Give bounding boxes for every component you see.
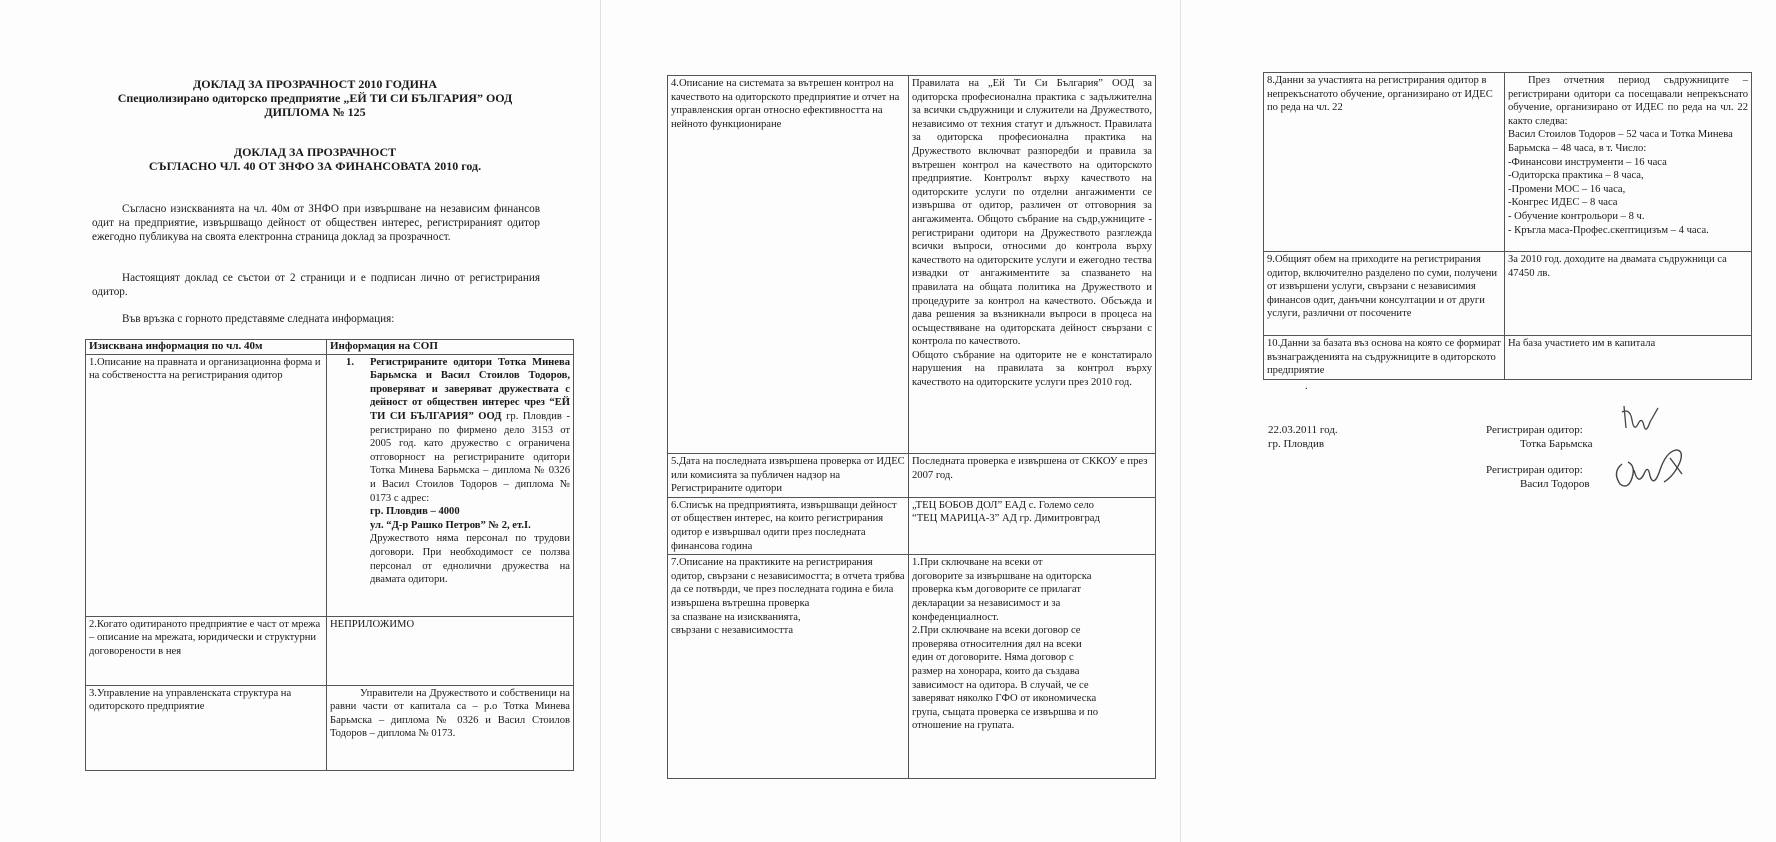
auditor-name: Тотка Барьмска: [1520, 438, 1593, 450]
information-cell: [327, 354, 574, 616]
table-row: [668, 76, 1156, 454]
requirement-cell: 5.Дата на последната извършена проверка от ИДЕС или комисията за публичен надзор на Регистрираните одитори: [668, 454, 909, 498]
document-subtitle: [85, 145, 545, 173]
title-line: Специолизирано одиторско предприятие „ЕЙ ТИ СИ БЪЛГАРИЯ” ООД: [117, 91, 513, 105]
subtitle-line: СЪГЛАСНО ЧЛ. 40 ОТ ЗНФО ЗА ФИНАНСОВАТА 2010 год.: [148, 159, 482, 173]
auditor-label: Регистриран одитор:: [1486, 464, 1583, 476]
requirement-cell: 8.Данни за участията на регистрирания одитор в непрекъснатото обучение, организирано от ИДЕС по реда на чл. 22: [1264, 73, 1505, 252]
page-divider: [1180, 0, 1181, 842]
auditor-name: Васил Тодоров: [1520, 478, 1590, 490]
training-intro: През отчетния период съдружниците – регистрирани одитори са посещавали непрекъснато обучение, организирано от ИДЕС по реда на чл. 22 както следва:: [1508, 75, 1748, 127]
stray-dot: .: [1305, 380, 1308, 392]
information-cell: Управители на Дружеството и собственици на равни части от капитала са – р.о Тотка Минева Барьмска – диплома № 0326 и Васил Стоилов Тодоров – диплома № 0173.: [327, 685, 574, 770]
table-row: [86, 685, 574, 770]
header-cell: Информация на СОП: [327, 340, 574, 355]
table-row: [668, 497, 1156, 554]
title-line: ДОКЛАД ЗА ПРОЗРАЧНОСТ 2010 ГОДИНА: [192, 77, 437, 91]
signature-date: [1268, 423, 1338, 451]
requirement-cell: 1.Описание на правната и организационна форма и на собствеността на регистрирания одитор: [86, 354, 327, 616]
company-registration-text: гр. Пловдив - регистрирано по фирмено дело 3153 от 2005 год. като дружество с ограничена отговорност на регистрираните одитори Тотка Минева Барьмска – диплома № 0326 и Васил Стоилов Тодоров – диплома № 0173 с адрес:: [370, 410, 570, 504]
table-row: [86, 616, 574, 685]
page-divider: [600, 0, 601, 842]
table-row: [668, 555, 1156, 779]
auditor-label: Регистриран одитор:: [1486, 424, 1583, 436]
requirement-cell: 9.Общият обем на приходите на регистрирания одитор, включително разделено по суми, получени от извършени услуги, свързани с независимия финансов одит, данъчни консултации и от други услуги, различни от посочените: [1264, 252, 1505, 336]
table-header-row: [86, 340, 574, 355]
address-line: ул. “Д-р Рашко Петров” № 2, ет.I.: [370, 519, 531, 531]
intro-paragraph: Във връзка с горното представяме следната информация:: [122, 313, 395, 325]
signature-2-icon: [1610, 444, 1695, 494]
address-line: гр. Пловдив – 4000: [370, 506, 460, 518]
requirement-cell: 4.Описание на системата за вътрешен контрол на качеството на одиторското предприятие и отчет на управленския орган относно ефективността на нейното функциониране: [668, 76, 909, 454]
requirement-cell: 7.Описание на практиките на регистрирания одитор, свързани с независимостта; в отчета трябва да се потвърди, че през последната година е била извършена вътрешна проверка за спазване на изискванията, свързани с независимостта: [668, 555, 909, 779]
requirement-cell: 10.Данни за базата въз основа на която се формират възнагражденията на съдружниците в одиторското предприятие: [1264, 336, 1505, 380]
information-cell: Последната проверка е извършена от СККОУ е през 2007 год.: [909, 454, 1156, 498]
information-cell: 1.При сключване на всеки от договорите за извършване на одиторска проверка към договорите се прилагат декларации за независимост и за конфеденциалност. 2.При сключване на всеки договор се проверява относителния дял на всеки един от договорите. Няма договор с размер на хонорара, които да създава зависимост на одитора. В случай, че се заверяват няколко ГФО от икономическа група, същата проверка се извършва и по отношение на групата.: [909, 555, 1156, 779]
table-row: [86, 354, 574, 616]
table-row: [668, 454, 1156, 498]
information-cell: „ТЕЦ БОБОВ ДОЛ” ЕАД с. Големо село “ТЕЦ МАРИЦА-3” АД гр. Димитровград: [909, 497, 1156, 554]
staff-text: Дружеството няма персонал по трудови договори. При необходимост се ползва персонал от еднолични дружества на двамата одитори.: [370, 533, 570, 586]
table-page-2: [667, 75, 1156, 779]
table-row: [1264, 252, 1752, 336]
document-title: [85, 77, 545, 119]
intro-paragraph: Съгласно изискванията на чл. 40м от ЗНФО при извършване на независим финансов одит на предприятие, извършващо дейност от обществен интерес, регистрираният одитор ежегодно публикува на своята електронна страница доклад за прозрачност.: [92, 203, 540, 243]
signature-1-icon: [1618, 398, 1668, 443]
requirement-cell: 6.Списък на предприятията, извършващи дейност от обществен интерес, на които регистрирания одитор е извършвал одити през последната финансова година: [668, 497, 909, 554]
header-cell: Изисквана информация по чл. 40м: [86, 340, 327, 355]
city-text: гр. Пловдив: [1268, 438, 1325, 450]
registered-auditors-text: Регистрираните одитори Тотка Минева Барьмска и Васил Стоилов Тодоров, проверяват и заверяват дружествата с дейност от обществен интерес чрез “ЕЙ ТИ СИ БЪЛГАРИЯ” ООД: [370, 356, 570, 422]
information-cell: [1505, 73, 1752, 252]
requirement-cell: 2.Когато одитираното предприятие е част от мрежа – описание на мрежата, юридически и структурни договорености в нея: [86, 616, 327, 685]
subtitle-line: ДОКЛАД ЗА ПРОЗРАЧНОСТ: [233, 145, 397, 159]
table-row: [1264, 336, 1752, 380]
information-cell: НЕПРИЛОЖИМО: [327, 616, 574, 685]
auditor-1-block: [1486, 423, 1592, 451]
information-cell: За 2010 год. доходите на двамата съдружници са 47450 лв.: [1505, 252, 1752, 336]
information-cell: [909, 76, 1156, 454]
training-list: Васил Стоилов Тодоров – 52 часа и Тотка Минева Барьмска – 48 часа, в т. Число: -Финансови инструменти – 16 часа -Одиторска практика – 8 часа, -Промени МОС – 16 часа, -Конгрес ИДЕС – 8 часа - Обучение контрольори – 8 ч. - Кръгла маса-Профес.скептицизъм – 4 часа.: [1508, 129, 1733, 236]
requirement-cell: 3.Управление на управленската структура на одиторското предприятие: [86, 685, 327, 770]
auditor-2-block: [1486, 463, 1590, 491]
table-row: [1264, 73, 1752, 252]
information-cell: На база участието им в капитала: [1505, 336, 1752, 380]
date-text: 22.03.2011 год.: [1268, 424, 1338, 436]
table-page-1: [85, 339, 574, 771]
quality-control-conclusion: Общото събрание на одиторите не е констатирало нарушения на правилата за контрол върху качеството на одиторските услуги през 2010 год.: [912, 349, 1152, 389]
list-number: 1.: [346, 356, 354, 368]
title-line: ДИПЛОМА № 125: [264, 105, 366, 119]
intro-paragraph: Настоящият доклад се състои от 2 страници и е подписан лично от регистрирания одитор.: [92, 272, 540, 298]
quality-control-text: Правилата на „Ей Ти Си България” ООД за одиторска професионална практика с задължителна за всички съдружници и служители на Дружеството, независимо от техния статут и длъжност. Правилата за одиторска професионална практика на Дружеството включват разпоредби и правила за вътрешен контрол на качеството на одиторското предприятие. Контролът върху качеството на одиторските услуги по отделни ангажименти се извършва от одитор, различен от отговорния за ангажимента. Общото събрание на съдр,ужниците - регистрирани одитори на Дружеството разглежда всички въпроси, относими до контрола върху качеството на одиторските услуги и ежегодно тества извадки от ангажиментите за спазването на правилата на общата политика на Дружеството и процедурите за контрол на качеството. Обсъжда и дава решения за възникнали въпроси в процеса на осъществяване на одиторската дейност свързани с контрола по качеството.: [912, 78, 1152, 348]
table-page-3: [1263, 72, 1752, 380]
